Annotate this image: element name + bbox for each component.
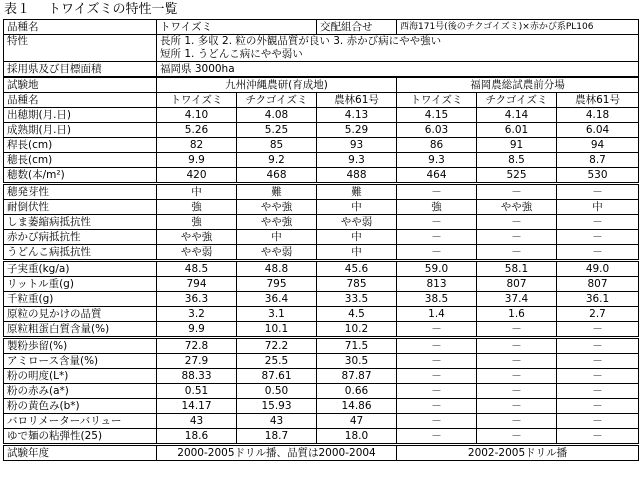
traits-value (157, 35, 639, 62)
table-row (4, 200, 639, 215)
cell-value: － (557, 354, 639, 369)
row-label: 成熟期(月.日) (4, 123, 157, 138)
cell-value: 94 (557, 138, 639, 153)
cell-value: 9.3 (317, 153, 397, 168)
cell-value: － (397, 369, 477, 384)
cell-value: 38.5 (397, 292, 477, 307)
cell-value: － (477, 184, 557, 200)
variety-name: トワイズミ (157, 20, 317, 35)
cell-value: 14.86 (317, 399, 397, 414)
cell-value: 813 (397, 277, 477, 292)
table-row (4, 184, 639, 200)
column-header: チクゴイズミ (477, 93, 557, 108)
cell-value: 93 (317, 138, 397, 153)
row-label: アミロース含量(%) (4, 354, 157, 369)
cell-value: 2.7 (557, 307, 639, 322)
cell-value: 87.87 (317, 369, 397, 384)
area-label: 採用県及び目標面積 (4, 62, 157, 78)
cell-value: 47 (317, 414, 397, 429)
cell-value: － (477, 369, 557, 384)
cell-value: 中 (317, 200, 397, 215)
cell-value: － (397, 245, 477, 261)
area-row (4, 62, 639, 78)
cell-value: 59.0 (397, 261, 477, 277)
cell-value: 難 (317, 184, 397, 200)
row-label: ゆで麺の粘弾性(25) (4, 429, 157, 445)
cell-value: 530 (557, 168, 639, 184)
cell-value: 18.7 (237, 429, 317, 445)
cell-value: 6.04 (557, 123, 639, 138)
cell-value: 4.5 (317, 307, 397, 322)
cell-value: 強 (157, 200, 237, 215)
row-label: 粉の黄色み(b*) (4, 399, 157, 414)
cell-value: 1.6 (477, 307, 557, 322)
cell-value: 難 (237, 184, 317, 200)
characteristics-table (3, 19, 639, 461)
cell-value: 43 (157, 414, 237, 429)
cell-value: － (557, 369, 639, 384)
cell-value: 795 (237, 277, 317, 292)
row-label: 千粒重(g) (4, 292, 157, 307)
table-row (4, 292, 639, 307)
cell-value: 48.5 (157, 261, 237, 277)
cell-value: － (477, 429, 557, 445)
cell-value: 5.26 (157, 123, 237, 138)
cell-value: － (477, 414, 557, 429)
cell-value: 72.8 (157, 338, 237, 354)
cell-value: 18.6 (157, 429, 237, 445)
cell-value: 88.33 (157, 369, 237, 384)
table-row (4, 429, 639, 445)
cell-value: 27.9 (157, 354, 237, 369)
cell-value: 464 (397, 168, 477, 184)
cell-value: － (477, 322, 557, 338)
cell-value: － (397, 322, 477, 338)
cell-value: 中 (557, 200, 639, 215)
cell-value: 58.1 (477, 261, 557, 277)
column-header-row (4, 93, 639, 108)
cell-value: 6.03 (397, 123, 477, 138)
cell-value: 9.3 (397, 153, 477, 168)
cross-label: 交配組合せ (317, 20, 397, 35)
row-label: 粉の明度(L*) (4, 369, 157, 384)
cell-value: 45.6 (317, 261, 397, 277)
cell-value: － (557, 338, 639, 354)
site-row (4, 77, 639, 93)
table-row (4, 261, 639, 277)
cell-value: 10.2 (317, 322, 397, 338)
cell-value: 中 (317, 245, 397, 261)
cell-value: － (397, 215, 477, 230)
cell-value: 82 (157, 138, 237, 153)
cell-value: 5.29 (317, 123, 397, 138)
traits-demerits: 短所 1. うどんこ病にやや弱い (160, 48, 303, 60)
cell-value: 91 (477, 138, 557, 153)
site-2: 福岡農総試農前分場 (397, 77, 639, 93)
cell-value: － (557, 184, 639, 200)
table-row (4, 277, 639, 292)
row-label: うどんこ病抵抗性 (4, 245, 157, 261)
cell-value: 4.08 (237, 108, 317, 123)
cell-value: － (477, 384, 557, 399)
cell-value: やや強 (157, 230, 237, 245)
row-label: 子実重(kg/a) (4, 261, 157, 277)
table-row (4, 338, 639, 354)
table-row (4, 230, 639, 245)
table-row (4, 123, 639, 138)
cell-value: － (397, 184, 477, 200)
table-row (4, 307, 639, 322)
cell-value: 中 (157, 184, 237, 200)
cross-value: 西海171号(後のチクゴイズミ)×赤かび系PL106 (397, 20, 639, 35)
cell-value: 4.14 (477, 108, 557, 123)
cell-value: 15.93 (237, 399, 317, 414)
cell-value: － (557, 414, 639, 429)
column-header: 農林61号 (557, 93, 639, 108)
cell-value: 87.61 (237, 369, 317, 384)
cell-value: 9.2 (237, 153, 317, 168)
cell-value: － (397, 230, 477, 245)
row-label: 赤かび病抵抗性 (4, 230, 157, 245)
cell-value: 488 (317, 168, 397, 184)
cell-value: 9.9 (157, 322, 237, 338)
cell-value: 0.51 (157, 384, 237, 399)
cell-value: － (477, 338, 557, 354)
cell-value: 48.8 (237, 261, 317, 277)
cell-value: 5.25 (237, 123, 317, 138)
row-label: 稈長(cm) (4, 138, 157, 153)
table-row (4, 215, 639, 230)
site-label: 試験地 (4, 77, 157, 93)
cell-value: 1.4 (397, 307, 477, 322)
cell-value: 36.1 (557, 292, 639, 307)
cell-value: 8.7 (557, 153, 639, 168)
cell-value: － (557, 384, 639, 399)
cell-value: 30.5 (317, 354, 397, 369)
cell-value: － (397, 384, 477, 399)
cell-value: － (397, 429, 477, 445)
variety-label: 品種名 (4, 20, 157, 35)
cell-value: 71.5 (317, 338, 397, 354)
row-label: 穂長(cm) (4, 153, 157, 168)
footer-site-2: 2002-2005ドリル播 (397, 445, 639, 461)
row-label: 原粒粗蛋白質含量(%) (4, 322, 157, 338)
cell-value: 10.1 (237, 322, 317, 338)
area-value: 福岡県 3000ha (157, 62, 639, 78)
cell-value: 72.2 (237, 338, 317, 354)
cell-value: 807 (557, 277, 639, 292)
cell-value: 525 (477, 168, 557, 184)
cell-value: － (477, 245, 557, 261)
table-row (4, 384, 639, 399)
column-header: 農林61号 (317, 93, 397, 108)
cell-value: 9.9 (157, 153, 237, 168)
cell-value: やや弱 (317, 215, 397, 230)
table-row (4, 168, 639, 184)
table-number: 表１ (4, 2, 31, 17)
cell-value: 36.3 (157, 292, 237, 307)
row-label: 製粉歩留(%) (4, 338, 157, 354)
table-row (4, 138, 639, 153)
cell-value: 6.01 (477, 123, 557, 138)
cell-value: 36.4 (237, 292, 317, 307)
row-label: 出穂期(月.日) (4, 108, 157, 123)
cell-value: 4.10 (157, 108, 237, 123)
cell-value: 33.5 (317, 292, 397, 307)
traits-label: 特性 (4, 35, 157, 62)
table-caption: トワイズミの特性一覧 (48, 2, 178, 17)
cell-value: 420 (157, 168, 237, 184)
footer-site-1: 2000-2005ドリル播、品質は2000-2004 (157, 445, 397, 461)
cell-value: やや弱 (237, 245, 317, 261)
cell-value: － (397, 354, 477, 369)
cell-value: － (477, 215, 557, 230)
cell-value: 強 (397, 200, 477, 215)
cell-value: 785 (317, 277, 397, 292)
cell-value: 4.13 (317, 108, 397, 123)
cell-value: 0.50 (237, 384, 317, 399)
site-1: 九州沖縄農研(育成地) (157, 77, 397, 93)
table-row (4, 369, 639, 384)
cell-value: － (557, 230, 639, 245)
cell-value: － (397, 338, 477, 354)
table-row (4, 322, 639, 338)
cell-value: － (557, 322, 639, 338)
cell-value: 4.15 (397, 108, 477, 123)
cell-value: 0.66 (317, 384, 397, 399)
footer-label: 試験年度 (4, 445, 157, 461)
cell-value: － (397, 414, 477, 429)
cell-value: － (477, 354, 557, 369)
cell-value: 468 (237, 168, 317, 184)
row-label: 耐倒伏性 (4, 200, 157, 215)
row-label: 穂発芽性 (4, 184, 157, 200)
cell-value: 85 (237, 138, 317, 153)
footer-row (4, 445, 639, 461)
column-header-label: 品種名 (4, 93, 157, 108)
row-label: しま萎縮病抵抗性 (4, 215, 157, 230)
cell-value: やや強 (237, 200, 317, 215)
cell-value: 3.2 (157, 307, 237, 322)
cell-value: 807 (477, 277, 557, 292)
row-label: 原粒の見かけの品質 (4, 307, 157, 322)
cell-value: 4.18 (557, 108, 639, 123)
table-row (4, 399, 639, 414)
cell-value: 8.5 (477, 153, 557, 168)
cell-value: 794 (157, 277, 237, 292)
cell-value: やや弱 (157, 245, 237, 261)
cell-value: 中 (317, 230, 397, 245)
table-row (4, 108, 639, 123)
row-label: 粉の赤み(a*) (4, 384, 157, 399)
table-row (4, 153, 639, 168)
table-row (4, 414, 639, 429)
cell-value: 49.0 (557, 261, 639, 277)
column-header: トワイズミ (157, 93, 237, 108)
row-label: 穂数(本/m²) (4, 168, 157, 184)
traits-merits: 長所 1. 多収 2. 粒の外観品質が良い 3. 赤かび病にやや強い (160, 35, 442, 47)
cell-value: 37.4 (477, 292, 557, 307)
cell-value: － (557, 215, 639, 230)
table-title (4, 2, 196, 18)
cell-value: やや強 (477, 200, 557, 215)
variety-row (4, 20, 639, 35)
cell-value: － (397, 399, 477, 414)
cell-value: － (557, 245, 639, 261)
cell-value: 25.5 (237, 354, 317, 369)
cell-value: － (557, 429, 639, 445)
cell-value: 18.0 (317, 429, 397, 445)
cell-value: － (557, 399, 639, 414)
cell-value: やや強 (237, 215, 317, 230)
table-row (4, 354, 639, 369)
cell-value: 中 (237, 230, 317, 245)
column-header: トワイズミ (397, 93, 477, 108)
row-label: バロリメーターバリュー (4, 414, 157, 429)
row-label: リットル重(g) (4, 277, 157, 292)
traits-row (4, 35, 639, 62)
cell-value: 強 (157, 215, 237, 230)
table-row (4, 245, 639, 261)
cell-value: 14.17 (157, 399, 237, 414)
cell-value: 86 (397, 138, 477, 153)
cell-value: 43 (237, 414, 317, 429)
column-header: チクゴイズミ (237, 93, 317, 108)
cell-value: － (477, 399, 557, 414)
cell-value: 3.1 (237, 307, 317, 322)
cell-value: － (477, 230, 557, 245)
